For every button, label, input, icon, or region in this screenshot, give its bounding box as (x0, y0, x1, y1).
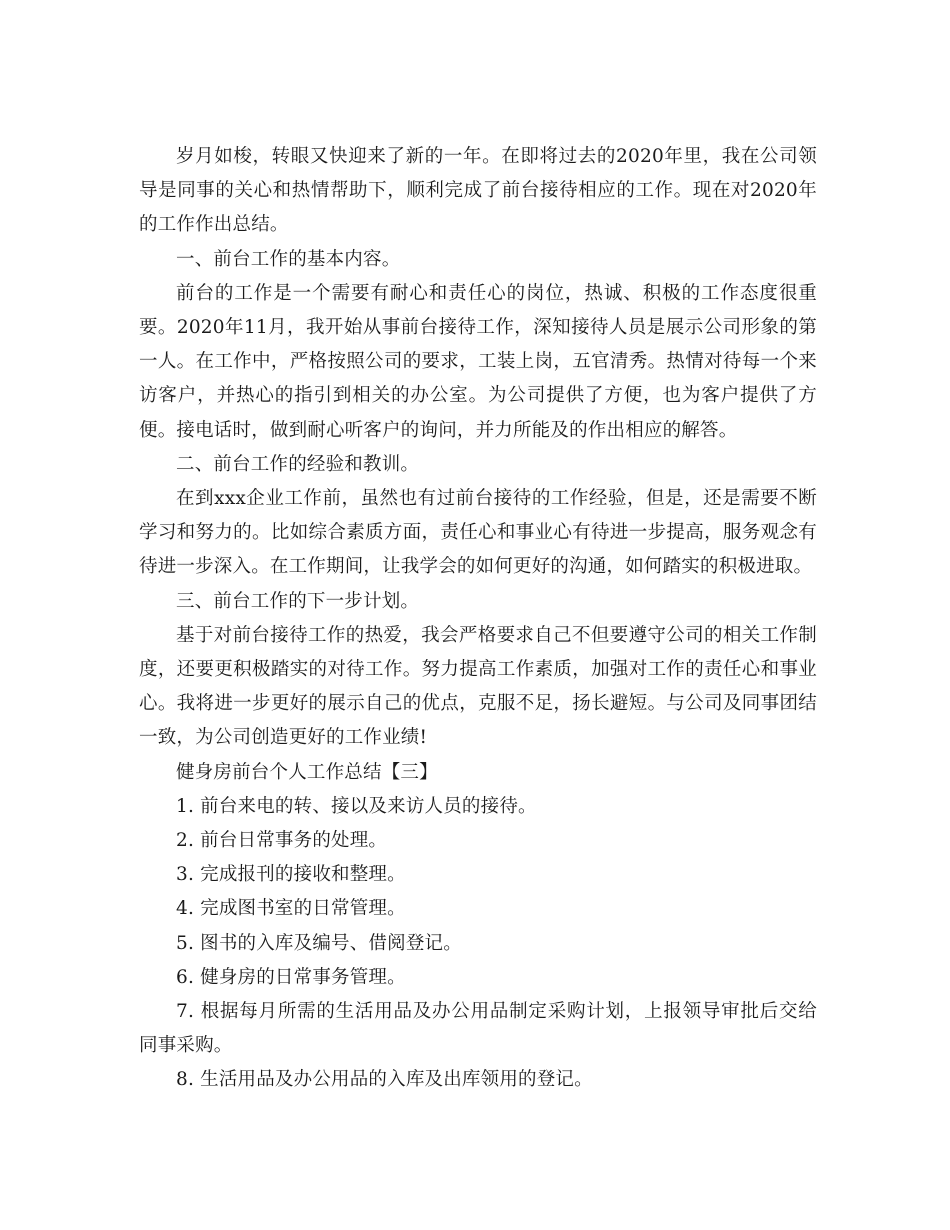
list-item-1: 1. 前台来电的转、接以及来访人员的接待。 (176, 795, 537, 817)
paragraph-section-1: 前台的工作是一个需要有耐心和责任心的岗位，热诚、积极的工作态度很重要。2020年11月，我开始从事前台接待工作，深知接待人员是展示公司形象的第一人。在工作中，严格按照公司的要求，工装上岗，五官清秀。热情对待每一个来访客户，并热心的指引到相关的办公室。为公司提供了方便，也为客户提供了方便。接电话时，做到耐心听客户的询问，并力所能及的作出相应的解答。 (139, 282, 817, 441)
heading-summary-three: 健身房前台个人工作总结【三】 (176, 761, 438, 783)
heading-section-3: 三、前台工作的下一步计划。 (176, 590, 420, 612)
list-item-2: 2. 前台日常事务的处理。 (176, 830, 388, 852)
list-item-5: 5. 图书的入库及编号、借阅登记。 (176, 932, 462, 954)
heading-section-2: 二、前台工作的经验和教训。 (176, 453, 420, 475)
list-item-6: 6. 健身房的日常事务管理。 (176, 966, 406, 988)
paragraph-intro: 岁月如梭，转眼又快迎来了新的一年。在即将过去的2020年里，我在公司领导是同事的关心和热情帮助下，顺利完成了前台接待相应的工作。现在对2020年的工作作出总结。 (139, 146, 817, 236)
paragraph-section-3: 基于对前台接待工作的热爱，我会严格要求自己不但要遵守公司的相关工作制度，还要更积极踏实的对待工作。努力提高工作素质，加强对工作的责任心和事业心。我将进一步更好的展示自己的优点，克服不足，扬长避短。与公司及同事团结一致，为公司创造更好的工作业绩! (139, 624, 817, 749)
list-item-4: 4. 完成图书室的日常管理。 (176, 898, 406, 920)
heading-section-1: 一、前台工作的基本内容。 (176, 248, 401, 270)
list-item-3: 3. 完成报刊的接收和整理。 (176, 864, 406, 886)
paragraph-section-2: 在到xxx企业工作前，虽然也有过前台接待的工作经验，但是，还是需要不断学习和努力的。比如综合素质方面，责任心和事业心有待进一步提高，服务观念有待进一步深入。在工作期间，让我学会的如何更好的沟通，如何踏实的积极进取。 (139, 488, 817, 578)
document-body (139, 140, 817, 1098)
list-item-7: 7. 根据每月所需的生活用品及办公用品制定采购计划，上报领导审批后交给同事采购。 (139, 1001, 817, 1057)
list-item-8: 8. 生活用品及办公用品的入库及出库领用的登记。 (176, 1069, 593, 1091)
